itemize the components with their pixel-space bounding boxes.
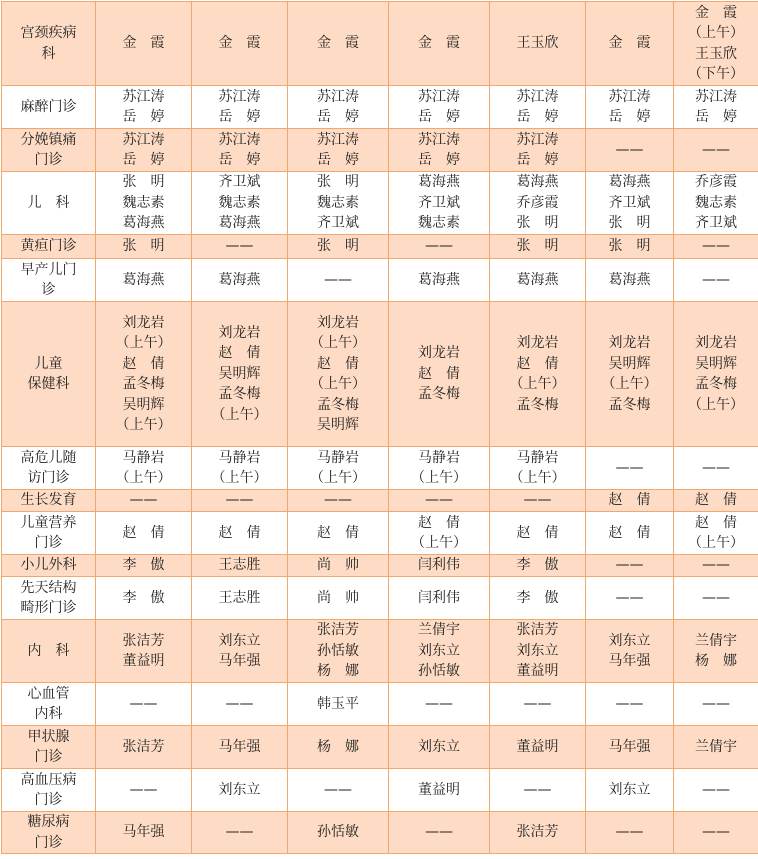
schedule-row xyxy=(2,769,758,812)
doctor-cell: 马静岩 （上午） xyxy=(96,447,192,490)
doctor-cell: 苏江涛 岳 婷 xyxy=(389,129,490,172)
doctor-cell: —— xyxy=(389,490,490,512)
doctor-cell: 赵 倩 xyxy=(192,512,288,555)
doctor-cell: 金 霞 xyxy=(192,2,288,86)
doctor-cell: 苏江涛 岳 婷 xyxy=(674,86,758,129)
schedule-row xyxy=(2,490,758,512)
department-name: 早产儿门 诊 xyxy=(2,259,96,302)
doctor-cell: 赵 倩 xyxy=(490,512,586,555)
doctor-cell: 王志胜 xyxy=(192,555,288,577)
doctor-cell: —— xyxy=(490,769,586,812)
doctor-cell: 孙恬敏 xyxy=(288,812,389,854)
schedule-row xyxy=(2,512,758,555)
schedule-body xyxy=(2,2,758,854)
doctor-cell: —— xyxy=(288,769,389,812)
schedule-row xyxy=(2,555,758,577)
doctor-cell: —— xyxy=(96,683,192,726)
doctor-cell: 刘龙岩 赵 倩 孟冬梅 xyxy=(389,302,490,447)
doctor-cell: 刘龙岩 （上午） 赵 倩 （上午） 孟冬梅 吴明辉 xyxy=(288,302,389,447)
department-name: 麻醉门诊 xyxy=(2,86,96,129)
doctor-cell: 赵 倩 （上午） xyxy=(389,512,490,555)
doctor-cell: 金 霞 xyxy=(586,2,674,86)
doctor-cell: —— xyxy=(586,555,674,577)
doctor-cell: 尚 帅 xyxy=(288,555,389,577)
doctor-cell: 闫利伟 xyxy=(389,555,490,577)
schedule-row xyxy=(2,447,758,490)
department-name: 高危儿随 访门诊 xyxy=(2,447,96,490)
doctor-cell: —— xyxy=(674,259,758,302)
doctor-cell: 张洁芳 刘东立 董益明 xyxy=(490,620,586,683)
department-name: 儿 科 xyxy=(2,172,96,235)
doctor-cell: —— xyxy=(96,769,192,812)
doctor-cell: —— xyxy=(586,812,674,854)
doctor-cell: 马年强 xyxy=(586,726,674,769)
doctor-cell: 金 霞 xyxy=(96,2,192,86)
doctor-cell: 金 霞 xyxy=(288,2,389,86)
doctor-cell: —— xyxy=(192,490,288,512)
schedule-row xyxy=(2,683,758,726)
doctor-cell: 张洁芳 xyxy=(96,726,192,769)
schedule-row xyxy=(2,726,758,769)
doctor-cell: —— xyxy=(674,555,758,577)
doctor-cell: 赵 倩 xyxy=(586,490,674,512)
doctor-cell: 刘东立 xyxy=(389,726,490,769)
doctor-cell: —— xyxy=(389,812,490,854)
doctor-cell: 葛海燕 乔彦霞 张 明 xyxy=(490,172,586,235)
department-name: 黄疸门诊 xyxy=(2,235,96,259)
doctor-cell: 韩玉平 xyxy=(288,683,389,726)
doctor-cell: 张洁芳 孙恬敏 杨 娜 xyxy=(288,620,389,683)
doctor-cell: 葛海燕 xyxy=(490,259,586,302)
doctor-cell: 闫利伟 xyxy=(389,577,490,620)
doctor-cell: —— xyxy=(586,683,674,726)
doctor-cell: —— xyxy=(674,769,758,812)
doctor-cell: —— xyxy=(389,683,490,726)
doctor-cell: 葛海燕 xyxy=(96,259,192,302)
department-name: 内 科 xyxy=(2,620,96,683)
department-name: 宫颈疾病 科 xyxy=(2,2,96,86)
doctor-cell: 苏江涛 岳 婷 xyxy=(389,86,490,129)
doctor-cell: 苏江涛 岳 婷 xyxy=(192,129,288,172)
doctor-cell: —— xyxy=(674,447,758,490)
doctor-cell: —— xyxy=(490,683,586,726)
doctor-cell: 齐卫斌 魏志素 葛海燕 xyxy=(192,172,288,235)
department-name: 糖尿病 门诊 xyxy=(2,812,96,854)
department-name: 小儿外科 xyxy=(2,555,96,577)
department-name: 儿童营养 门诊 xyxy=(2,512,96,555)
doctor-cell: 刘东立 xyxy=(192,769,288,812)
doctor-cell: —— xyxy=(674,235,758,259)
doctor-cell: 董益明 xyxy=(389,769,490,812)
schedule-row xyxy=(2,302,758,447)
department-name: 儿童 保健科 xyxy=(2,302,96,447)
doctor-cell: 马年强 xyxy=(192,726,288,769)
department-name: 先天结构 畸形门诊 xyxy=(2,577,96,620)
doctor-cell: 赵 倩 xyxy=(674,490,758,512)
doctor-cell: 李 傲 xyxy=(490,555,586,577)
doctor-cell: 张 明 xyxy=(490,235,586,259)
doctor-cell: 苏江涛 岳 婷 xyxy=(490,86,586,129)
doctor-cell: 王志胜 xyxy=(192,577,288,620)
doctor-cell: 张 明 魏志素 齐卫斌 xyxy=(288,172,389,235)
schedule-row xyxy=(2,129,758,172)
doctor-cell: 刘东立 马年强 xyxy=(586,620,674,683)
doctor-cell: 马静岩 （上午） xyxy=(192,447,288,490)
doctor-cell: 苏江涛 岳 婷 xyxy=(288,86,389,129)
doctor-cell: 赵 倩 xyxy=(586,512,674,555)
doctor-cell: 兰倩宇 刘东立 孙恬敏 xyxy=(389,620,490,683)
doctor-cell: 马静岩 （上午） xyxy=(288,447,389,490)
doctor-cell: —— xyxy=(192,812,288,854)
department-name: 生长发育 xyxy=(2,490,96,512)
doctor-cell: 马静岩 （上午） xyxy=(490,447,586,490)
schedule-row xyxy=(2,812,758,854)
doctor-cell: 刘龙岩 赵 倩 吴明辉 孟冬梅 （上午） xyxy=(192,302,288,447)
doctor-cell: 张 明 xyxy=(96,235,192,259)
doctor-cell: 尚 帅 xyxy=(288,577,389,620)
doctor-cell: 苏江涛 岳 婷 xyxy=(192,86,288,129)
doctor-cell: 葛海燕 xyxy=(586,259,674,302)
doctor-cell: 张洁芳 董益明 xyxy=(96,620,192,683)
doctor-cell: —— xyxy=(586,577,674,620)
doctor-cell: —— xyxy=(389,235,490,259)
doctor-cell: 刘东立 马年强 xyxy=(192,620,288,683)
schedule-row xyxy=(2,172,758,235)
doctor-cell: 葛海燕 齐卫斌 张 明 xyxy=(586,172,674,235)
doctor-cell: 刘龙岩 （上午） 赵 倩 孟冬梅 吴明辉 （上午） xyxy=(96,302,192,447)
doctor-cell: 张洁芳 xyxy=(490,812,586,854)
schedule-row xyxy=(2,235,758,259)
doctor-cell: 董益明 xyxy=(490,726,586,769)
clinic-schedule-table xyxy=(1,1,758,854)
doctor-cell: 刘龙岩 吴明辉 孟冬梅 （上午） xyxy=(674,302,758,447)
doctor-cell: 乔彦霞 魏志素 齐卫斌 xyxy=(674,172,758,235)
doctor-cell: —— xyxy=(192,235,288,259)
department-name: 分娩镇痛 门诊 xyxy=(2,129,96,172)
doctor-cell: 苏江涛 岳 婷 xyxy=(96,129,192,172)
doctor-cell: 刘东立 xyxy=(586,769,674,812)
doctor-cell: —— xyxy=(674,129,758,172)
doctor-cell: 李 傲 xyxy=(96,555,192,577)
doctor-cell: 金 霞 （上午） 王玉欣 （下午） xyxy=(674,2,758,86)
doctor-cell: 赵 倩 （上午） xyxy=(674,512,758,555)
doctor-cell: 金 霞 xyxy=(389,2,490,86)
doctor-cell: —— xyxy=(288,490,389,512)
schedule-row xyxy=(2,577,758,620)
schedule-row xyxy=(2,86,758,129)
doctor-cell: 马静岩 （上午） xyxy=(389,447,490,490)
doctor-cell: 李 傲 xyxy=(490,577,586,620)
doctor-cell: 赵 倩 xyxy=(288,512,389,555)
doctor-cell: —— xyxy=(586,447,674,490)
doctor-cell: —— xyxy=(674,812,758,854)
doctor-cell: 王玉欣 xyxy=(490,2,586,86)
doctor-cell: 张 明 xyxy=(586,235,674,259)
doctor-cell: 葛海燕 xyxy=(192,259,288,302)
department-name: 高血压病 门诊 xyxy=(2,769,96,812)
doctor-cell: 马年强 xyxy=(96,812,192,854)
doctor-cell: —— xyxy=(674,683,758,726)
doctor-cell: —— xyxy=(192,683,288,726)
department-name: 甲状腺 门诊 xyxy=(2,726,96,769)
doctor-cell: 葛海燕 齐卫斌 魏志素 xyxy=(389,172,490,235)
doctor-cell: 张 明 xyxy=(288,235,389,259)
doctor-cell: 苏江涛 岳 婷 xyxy=(490,129,586,172)
doctor-cell: 杨 娜 xyxy=(288,726,389,769)
doctor-cell: —— xyxy=(288,259,389,302)
doctor-cell: —— xyxy=(490,490,586,512)
doctor-cell: 兰倩宇 杨 娜 xyxy=(674,620,758,683)
doctor-cell: 赵 倩 xyxy=(96,512,192,555)
doctor-cell: —— xyxy=(96,490,192,512)
doctor-cell: 刘龙岩 吴明辉 （上午） 孟冬梅 xyxy=(586,302,674,447)
doctor-cell: 苏江涛 岳 婷 xyxy=(586,86,674,129)
schedule-row xyxy=(2,2,758,86)
doctor-cell: 葛海燕 xyxy=(389,259,490,302)
doctor-cell: 兰倩宇 xyxy=(674,726,758,769)
doctor-cell: 张 明 魏志素 葛海燕 xyxy=(96,172,192,235)
department-name: 心血管 内科 xyxy=(2,683,96,726)
doctor-cell: —— xyxy=(674,577,758,620)
schedule-row xyxy=(2,620,758,683)
doctor-cell: 李 傲 xyxy=(96,577,192,620)
doctor-cell: 刘龙岩 赵 倩 （上午） 孟冬梅 xyxy=(490,302,586,447)
schedule-row xyxy=(2,259,758,302)
doctor-cell: 苏江涛 岳 婷 xyxy=(288,129,389,172)
doctor-cell: 苏江涛 岳 婷 xyxy=(96,86,192,129)
doctor-cell: —— xyxy=(586,129,674,172)
